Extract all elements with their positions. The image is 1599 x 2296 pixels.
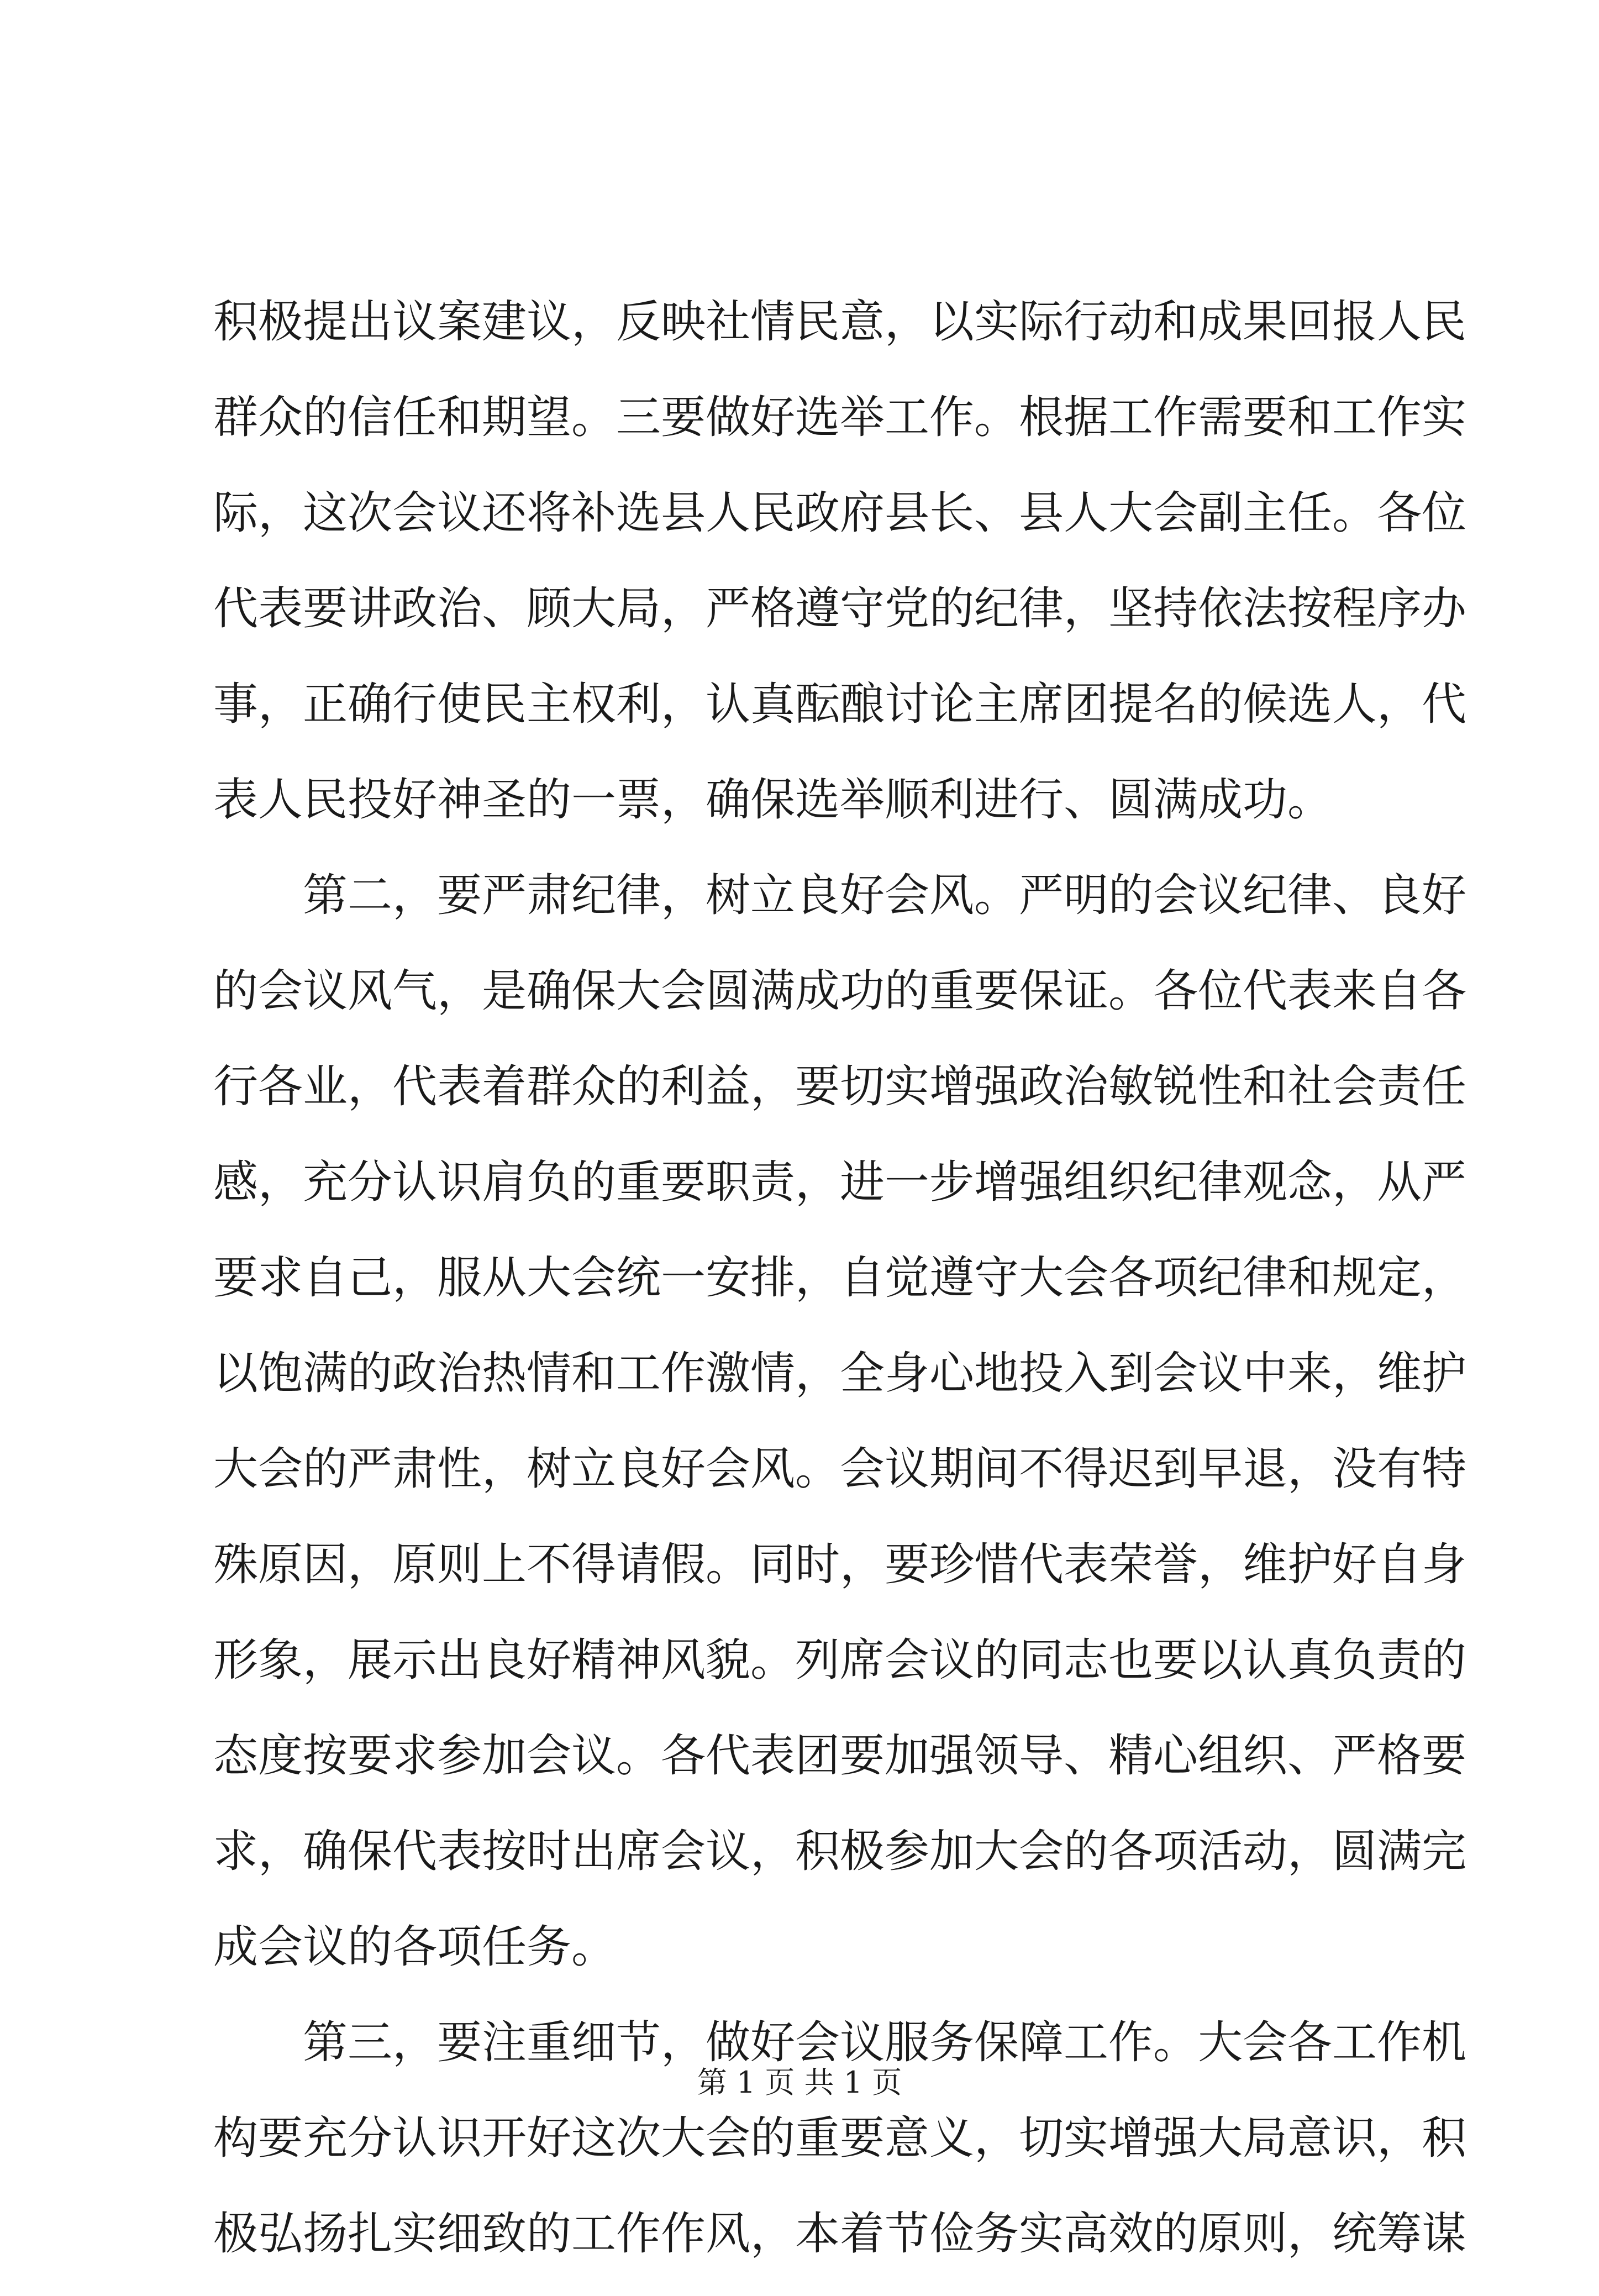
text-line: 第二，要严肃纪律，树立良好会风。严明的会议纪律、良好 — [303, 870, 1467, 922]
text-line: 形象，展示出良好精神风貌。列席会议的同志也要以认真负责的 — [213, 1635, 1467, 1686]
text-line: 事，正确行使民主权利，认真酝酿讨论主席团提名的候选人，代 — [213, 679, 1467, 731]
text-line: 第三，要注重细节，做好会议服务保障工作。大会各工作机 — [303, 2017, 1467, 2069]
text-line: 群众的信任和期望。三要做好选举工作。根据工作需要和工作实 — [213, 392, 1467, 444]
text-line: 以饱满的政治热情和工作激情，全身心地投入到会议中来，维护 — [213, 1348, 1467, 1400]
page-footer: 第 1 页 共 1 页 — [697, 2065, 902, 2100]
text-line: 的会议风气，是确保大会圆满成功的重要保证。各位代表来自各 — [213, 965, 1467, 1017]
text-line: 行各业，代表着群众的利益，要切实增强政治敏锐性和社会责任 — [213, 1061, 1467, 1113]
text-line: 态度按要求参加会议。各代表团要加强领导、精心组织、严格要 — [213, 1730, 1467, 1782]
text-line: 表人民投好神圣的一票，确保选举顺利进行、圆满成功。 — [213, 774, 1333, 826]
text-line: 积极提出议案建议，反映社情民意，以实际行动和成果回报人民 — [213, 296, 1467, 348]
text-line: 大会的严肃性，树立良好会风。会议期间不得迟到早退，没有特 — [213, 1443, 1467, 1495]
text-line: 代表要讲政治、顾大局，严格遵守党的纪律，坚持依法按程序办 — [213, 583, 1467, 635]
body-text — [213, 288, 1467, 2296]
text-line: 要求自己，服从大会统一安排，自觉遵守大会各项纪律和规定， — [213, 1252, 1467, 1304]
text-line: 求，确保代表按时出席会议，积极参加大会的各项活动，圆满完 — [213, 1826, 1467, 1878]
text-line: 构要充分认识开好这次大会的重要意义，切实增强大局意识，积 — [213, 2113, 1467, 2164]
text-line: 际，这次会议还将补选县人民政府县长、县人大会副主任。各位 — [213, 487, 1467, 539]
text-line: 殊原因，原则上不得请假。同时，要珍惜代表荣誉，维护好自身 — [213, 1539, 1467, 1591]
text-line: 极弘扬扎实细致的工作作风，本着节俭务实高效的原则，统筹谋 — [213, 2208, 1467, 2260]
text-line: 感，充分认识肩负的重要职责，进一步增强组织纪律观念，从严 — [213, 1157, 1467, 1209]
text-line: 成会议的各项任务。 — [213, 1921, 617, 1973]
